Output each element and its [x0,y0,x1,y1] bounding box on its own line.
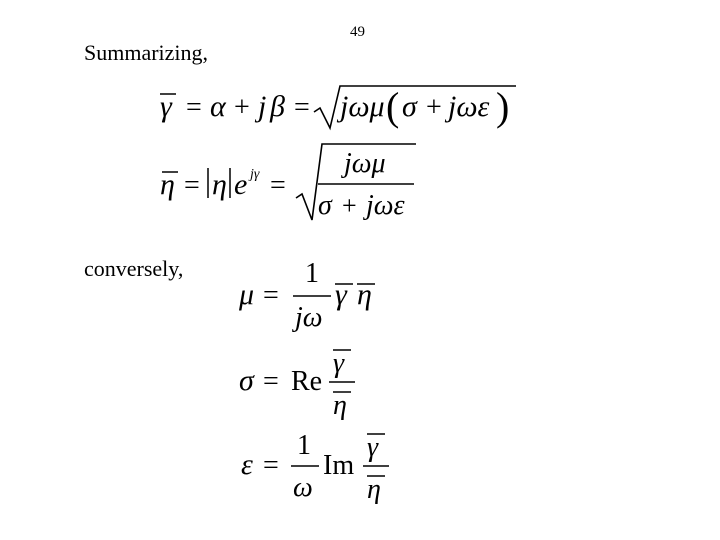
eta-abs-symbol: η [212,168,227,201]
plus-sign: + [234,92,250,123]
equals-sign: = [263,366,279,397]
gamma-symbol: γ [160,90,172,123]
j-symbol: j [258,90,267,123]
left-paren: ( [386,84,400,129]
sigma-symbol: σ [402,90,417,123]
page-number: 49 [350,24,365,40]
plus-sign: + [342,191,357,220]
intrinsic-impedance-equation [150,138,430,226]
numerator-j-omega-mu: jωμ [344,148,386,179]
eta-symbol: η [160,168,175,201]
plus-sign: + [426,92,442,123]
right-paren: ) [496,84,510,129]
equals-sign: = [294,92,310,123]
beta-symbol: β [270,90,285,123]
gamma-symbol: γ [335,278,347,311]
denominator-eta: η [333,390,347,421]
equals-sign: = [186,92,202,123]
summarizing-label: Summarizing, [84,40,209,65]
real-part-operator: Re [291,366,323,397]
numerator-gamma: γ [333,348,345,379]
numerator-one: 1 [305,258,319,289]
equals-sign: = [270,170,286,201]
permeability-equation [235,254,385,334]
denominator-j-omega: jω [295,302,323,333]
denominator-eta: η [367,474,381,505]
equals-sign: = [263,280,279,311]
imaginary-part-operator: Im [323,450,355,481]
equals-sign: = [184,170,200,201]
eta-symbol: η [357,278,372,311]
equals-sign: = [263,450,279,481]
mu-symbol: μ [239,278,255,311]
permittivity-equation [235,428,395,510]
epsilon-symbol: ε [241,448,253,481]
conversely-label: conversely, [84,256,184,281]
exponent-j-gamma: jγ [250,167,260,182]
numerator-gamma: γ [367,432,379,463]
j-omega-mu: jωμ [340,90,385,123]
e-symbol: e [234,168,248,201]
denominator-omega: ω [293,472,313,503]
sigma-symbol: σ [239,364,254,397]
alpha-symbol: α [210,90,226,123]
numerator-one: 1 [297,430,311,461]
propagation-constant-equation [150,80,530,136]
conductivity-equation [235,342,365,426]
j-omega-epsilon: jωε [448,90,490,123]
denominator-j-omega-epsilon: jωε [366,190,405,221]
denominator-sigma: σ [318,190,332,221]
